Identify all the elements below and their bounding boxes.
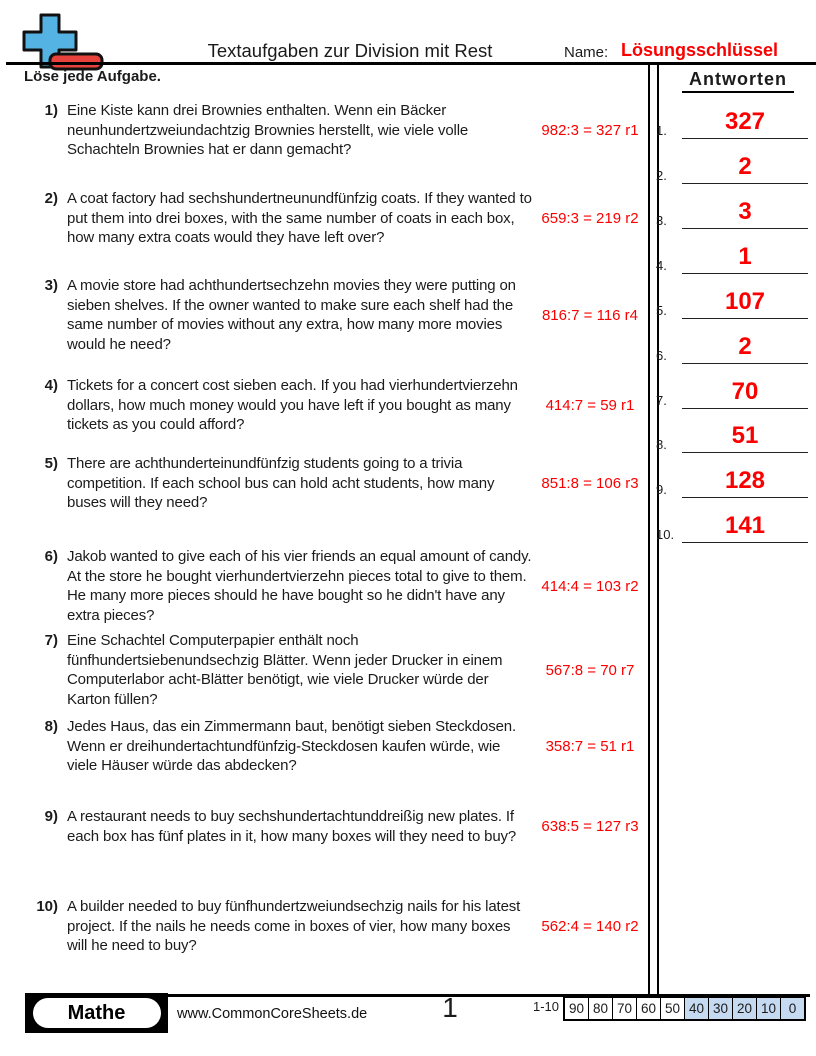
- problem-equation: 358:7 = 51 r1: [545, 737, 635, 755]
- answer-key-label: Lösungsschlüssel: [621, 40, 779, 60]
- problem-text: Tickets for a concert cost sieben each. If you had vierhundertvierzehn dollars, how much money would you have left if you bought as many tickets as you could afford?: [67, 377, 518, 433]
- problem-number: 7): [44, 632, 58, 649]
- score-cell: 90: [568, 1001, 585, 1016]
- answer-number: 4.: [656, 258, 667, 273]
- answer-row: [656, 507, 808, 543]
- answer-line: [682, 424, 808, 453]
- answer-value: 51: [731, 422, 759, 449]
- problem-equation: 414:4 = 103 r2: [541, 577, 639, 595]
- score-cell: 50: [660, 998, 684, 1019]
- problem-number: 4): [44, 377, 58, 394]
- problem-row: [25, 897, 647, 956]
- answer-number: 2.: [656, 168, 667, 183]
- problem-row: [25, 454, 647, 513]
- problem-number: 1): [44, 102, 58, 119]
- answer-value: 107: [724, 288, 766, 315]
- problem-equation: 816:7 = 116 r4: [541, 306, 639, 324]
- header-rule: [6, 62, 816, 65]
- score-cell: 70: [612, 998, 636, 1019]
- answer-row: [656, 328, 808, 364]
- subject-badge-label: Mathe: [33, 998, 161, 1028]
- answer-row: [656, 462, 808, 498]
- answer-line: [682, 380, 808, 409]
- website-text: www.CommonCoreSheets.de: [177, 1006, 368, 1022]
- problem-number: 9): [44, 808, 58, 825]
- score-cell: 20: [732, 998, 756, 1019]
- problem-equation: 414:7 = 59 r1: [545, 396, 635, 414]
- answer-value: 327: [724, 108, 766, 135]
- problem-text: A builder needed to buy fünfhundertzweiundsechzig nails for his latest project. If the nails he needs come in boxes of vier, how many boxes will he need to buy?: [67, 898, 521, 954]
- answer-value: 3: [738, 198, 752, 225]
- problem-number: 5): [44, 455, 58, 472]
- answer-line: [682, 200, 808, 229]
- score-cell: 40: [684, 998, 708, 1019]
- problem-text: Eine Schachtel Computerpapier enthält noch fünfhundertsiebenundsechzig Blätter. Wenn jeder Drucker in einem Computerlabor acht-Blätter benötigt, wie viele Drucker würde der Karton füllen?: [67, 632, 503, 708]
- answer-row: [656, 193, 808, 229]
- answer-number: 7.: [656, 393, 667, 408]
- answer-line: [682, 290, 808, 319]
- problem-row: [25, 547, 647, 625]
- problem-row: [25, 717, 647, 776]
- answer-value: 1: [738, 243, 752, 270]
- problem-text: Eine Kiste kann drei Brownies enthalten. Wenn ein Bäcker neunhundertzweiundachtzig Brownies herstellt, wie viele volle Schachteln Brownies hat er dann gemacht?: [67, 102, 469, 158]
- problem-text: A movie store had achthundertsechzehn movies they were putting on sieben shelves. If the owner wanted to make sure each shelf had the same number of movies without any extra, how many more movies would he need?: [67, 277, 516, 353]
- answer-row: [656, 148, 808, 184]
- answer-line: [682, 110, 808, 139]
- problem-row: [25, 101, 647, 160]
- answer-row: [656, 283, 808, 319]
- page-number: 1: [442, 992, 458, 1023]
- answer-row: [656, 238, 808, 274]
- answer-value: 70: [731, 378, 759, 405]
- score-table: [563, 996, 806, 1021]
- problem-equation: 567:8 = 70 r7: [545, 661, 635, 679]
- answer-line: [682, 514, 808, 543]
- problem-number: 2): [44, 190, 58, 207]
- answer-value: 2: [738, 153, 752, 180]
- problem-equation: 562:4 = 140 r2: [541, 917, 639, 935]
- answer-line: [682, 155, 808, 184]
- answer-value: 2: [738, 333, 752, 360]
- problem-text: A coat factory had sechshundertneunundfünfzig coats. If they wanted to put them into drei boxes, with the same number of coats in each box, how many extra coats would they have left over?: [67, 190, 532, 246]
- score-cell: 30: [708, 998, 732, 1019]
- score-cell: 60: [636, 998, 660, 1019]
- problem-equation: 659:3 = 219 r2: [541, 209, 639, 227]
- answer-number: 5.: [656, 303, 667, 318]
- problem-number: 3): [44, 277, 58, 294]
- subject-badge: [25, 993, 168, 1033]
- answer-number: 10.: [656, 527, 675, 542]
- answer-row: [656, 103, 808, 139]
- answer-row: [656, 373, 808, 409]
- score-cell: 10: [756, 998, 780, 1019]
- answer-line: [682, 469, 808, 498]
- answer-value: 141: [724, 512, 766, 539]
- problem-row: [25, 631, 647, 709]
- problem-row: [25, 189, 647, 248]
- answer-value: 128: [724, 467, 766, 494]
- answer-number: 9.: [656, 482, 667, 497]
- problem-equation: 851:8 = 106 r3: [541, 474, 639, 492]
- score-range-label: 1-10: [532, 999, 559, 1014]
- score-cell: 0: [780, 998, 804, 1019]
- problem-text: There are achthunderteinundfünfzig students going to a trivia competition. If each school bus can hold acht students, how many buses will they need?: [67, 455, 495, 511]
- problem-row: [25, 807, 647, 846]
- score-cell: 80: [588, 998, 612, 1019]
- problem-number: 10): [36, 898, 58, 915]
- problem-text: A restaurant needs to buy sechshundertachtunddreißig new plates. If each box has fünf plates in it, how many boxes will they need to buy?: [67, 808, 517, 845]
- problem-equation: 982:3 = 327 r1: [541, 121, 639, 139]
- answer-number: 1.: [656, 123, 667, 138]
- answer-row: [656, 417, 808, 453]
- problem-text: Jedes Haus, das ein Zimmermann baut, benötigt sieben Steckdosen. Wenn er dreihundertachtundfünfzig-Steckdosen kaufen würde, wie viele Häuser würde das abdecken?: [67, 718, 516, 774]
- answer-number: 3.: [656, 213, 667, 228]
- problem-row: [25, 376, 647, 435]
- answer-number: 8.: [656, 437, 667, 452]
- answers-title: Antworten: [682, 69, 794, 93]
- problem-row: [25, 276, 647, 354]
- answer-line: [682, 335, 808, 364]
- problem-number: 6): [44, 548, 58, 565]
- problem-equation: 638:5 = 127 r3: [541, 818, 639, 835]
- answer-number: 6.: [656, 348, 667, 363]
- instruction-text: Löse jede Aufgabe.: [24, 68, 161, 85]
- worksheet-title: Textaufgaben zur Division mit Rest: [207, 40, 493, 61]
- name-label: Name:: [564, 44, 609, 61]
- problem-number: 8): [44, 718, 58, 735]
- answer-line: [682, 245, 808, 274]
- problem-text: Jakob wanted to give each of his vier friends an equal amount of candy. At the store he bought vierhundertvierzehn pieces total to give to them. He many more pieces should he have bought so he didn't have any extra pieces?: [67, 548, 532, 624]
